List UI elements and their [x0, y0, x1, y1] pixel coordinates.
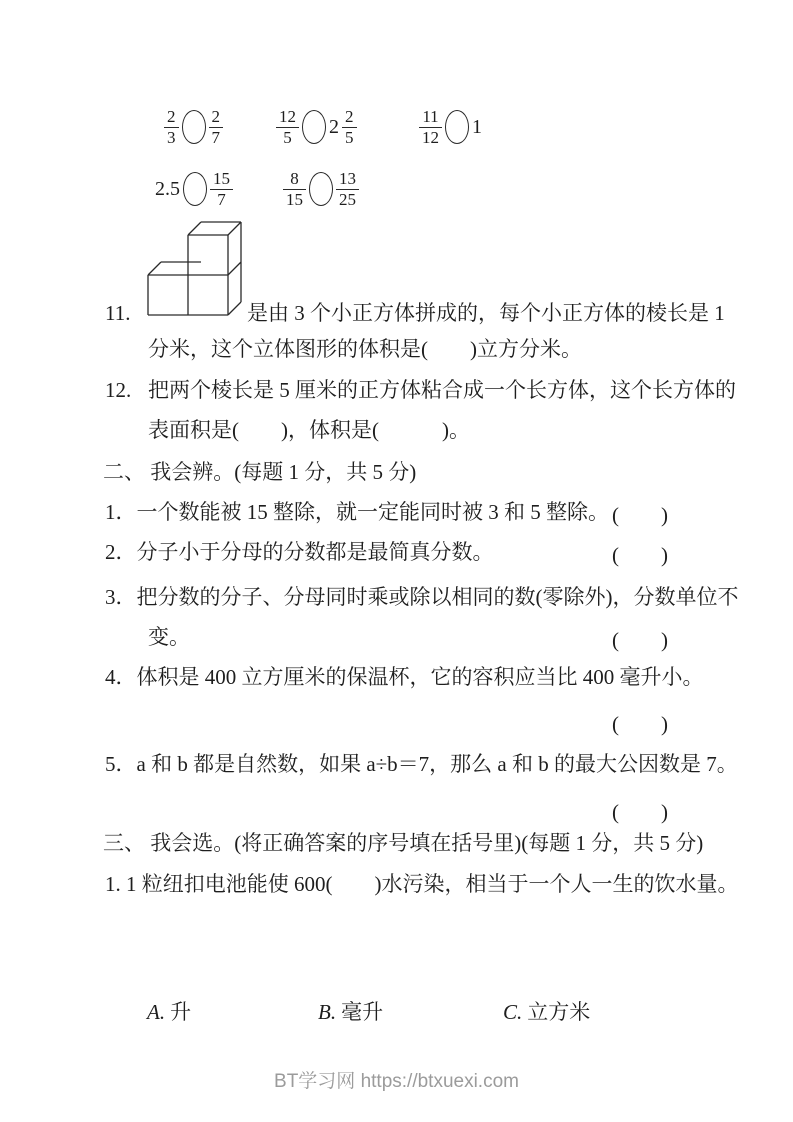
answer-oval [445, 110, 469, 144]
fraction-left [283, 169, 306, 208]
fraction-numerator: 11 [419, 107, 442, 127]
comparison-1 [164, 103, 223, 151]
fraction-denominator: 3 [167, 127, 176, 147]
fraction-left [419, 107, 442, 146]
fraction-numerator: 2 [342, 107, 357, 127]
option-letter: B. [318, 1000, 337, 1024]
comparison-2 [276, 103, 357, 151]
fraction-right [336, 169, 359, 208]
answer-oval [302, 110, 326, 144]
option-letter: C. [503, 1000, 523, 1024]
fraction-numerator: 15 [210, 169, 233, 189]
choice-option-c [503, 996, 590, 1026]
tf-item-2: 2．分子小于分母的分数都是最简真分数。 [105, 540, 494, 564]
fraction-denominator: 12 [422, 127, 439, 147]
section-2-heading: 二、 我会辨。(每题 1 分，共 5 分) [103, 460, 417, 484]
question-12-line2: 表面积是( )，体积是( )。 [148, 418, 470, 442]
tf-item-1-answer-parens: ( ) [612, 503, 668, 527]
choice-option-b [318, 996, 383, 1026]
tf-item-3-line2: 变。 [148, 625, 190, 649]
fraction-right [210, 169, 233, 208]
site-footer: BT学习网 https://btxuexi.com [274, 1071, 519, 1092]
tf-item-4: 4．体积是 400 立方厘米的保温杯，它的容积应当比 400 毫升小。 [105, 665, 704, 689]
comparison-4 [155, 165, 233, 213]
fraction-denominator: 25 [339, 189, 356, 209]
cube-figure [143, 218, 248, 319]
section-3-heading: 三、 我会选。(将正确答案的序号填在括号里)(每题 1 分，共 5 分) [103, 831, 704, 855]
mixed-number-whole: 2 [329, 115, 339, 138]
question-12-line1: 把两个棱长是 5 厘米的正方体粘合成一个长方体，这个长方体的 [148, 378, 736, 402]
tf-item-2-answer-parens: ( ) [612, 543, 668, 567]
question-12-number: 12. [105, 378, 132, 402]
question-11-line1: 是由 3 个小正方体拼成的，每个小正方体的棱长是 1 [247, 301, 725, 325]
fraction-left [164, 107, 179, 146]
fraction-numerator: 8 [283, 169, 306, 189]
fraction-denominator: 5 [345, 127, 354, 147]
tf-item-3-answer-parens: ( ) [612, 628, 668, 652]
fraction-denominator: 5 [283, 127, 292, 147]
fraction-denominator: 15 [286, 189, 303, 209]
comparison-5 [283, 165, 359, 213]
option-label: 立方米 [527, 1000, 591, 1024]
tf-item-5: 5．a 和 b 都是自然数，如果 a÷b＝7，那么 a 和 b 的最大公因数是 7。 [105, 752, 738, 776]
fraction-numerator: 2 [164, 107, 179, 127]
fraction-right [342, 107, 357, 146]
choice-question-1: 1. 1 粒纽扣电池能使 600( )水污染，相当于一个人一生的饮水量。 [105, 872, 739, 896]
answer-oval [182, 110, 206, 144]
answer-oval [309, 172, 333, 206]
option-label: 毫升 [341, 1000, 384, 1024]
comparison-3 [419, 103, 482, 151]
tf-item-4-answer-parens: ( ) [612, 712, 668, 736]
fraction-right [209, 107, 224, 146]
fraction-numerator: 12 [276, 107, 299, 127]
whole-number: 1 [472, 115, 482, 138]
answer-oval [183, 172, 207, 206]
tf-item-3-line1: 3．把分数的分子、分母同时乘或除以相同的数(零除外)，分数单位不 [105, 585, 739, 609]
question-11-number: 11. [105, 301, 131, 325]
option-letter: A. [147, 1000, 166, 1024]
tf-item-5-answer-parens: ( ) [612, 800, 668, 824]
tf-item-1: 1．一个数能被 15 整除，就一定能同时被 3 和 5 整除。 [105, 500, 609, 524]
question-11-line2: 分米，这个立体图形的体积是( )立方分米。 [148, 337, 582, 361]
fraction-left [276, 107, 299, 146]
fraction-denominator: 7 [211, 127, 220, 147]
fraction-numerator: 2 [209, 107, 224, 127]
fraction-denominator: 7 [217, 189, 226, 209]
option-label: 升 [170, 1000, 192, 1024]
decimal-number: 2.5 [155, 177, 180, 200]
choice-option-a [147, 996, 191, 1026]
fraction-numerator: 13 [336, 169, 359, 189]
